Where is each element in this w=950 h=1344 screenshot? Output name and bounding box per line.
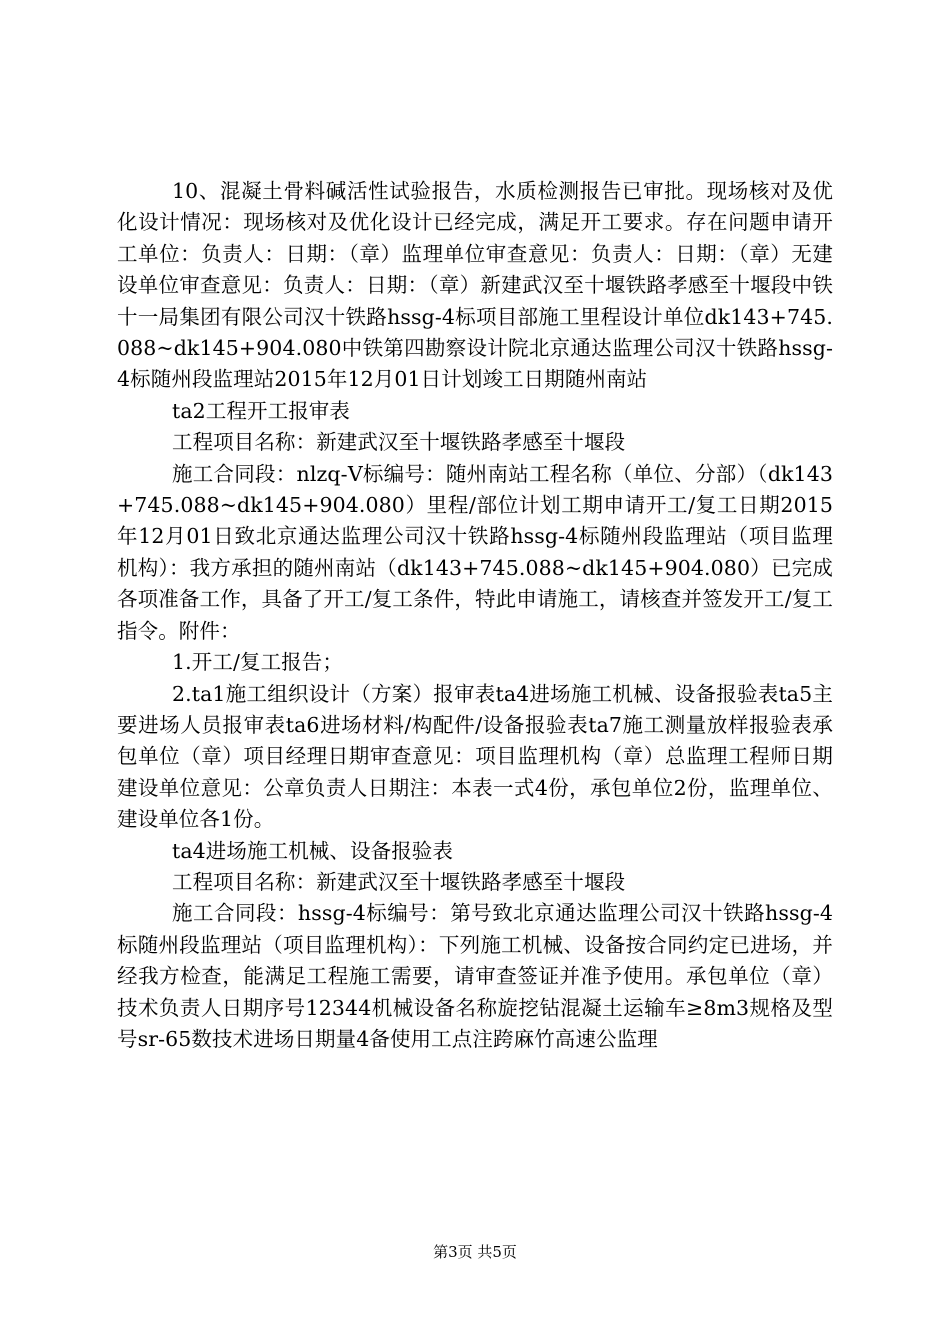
document-body [117,176,833,1055]
paragraph-materials-approval: 10、混凝土骨料碱活性试验报告，水质检测报告已审批。现场核对及优化设计情况：现场核对及优化设计已经完成，满足开工要求。存在问题申请开工单位：负责人：日期：（章）监理单位审查意见：负责人：日期：（章）无建设单位审查意见：负责人：日期：（章）新建武汉至十堰铁路孝感至十堰段中铁十一局集团有限公司汉十铁路hssg-4标项目部施工里程设计单位dk143+745.088~dk145+904.080中铁第四勘察设计院北京通达监理公司汉十铁路hssg-4标随州段监理站2015年12月01日计划竣工日期随州南站 [117,179,833,392]
paragraph-contract-section: 施工合同段：nlzq-Ⅴ标编号：随州南站工程名称（单位、分部）（dk143+745.088~dk145+904.080）里程/部位计划工期申请开工/复工日期2015年12月01日致北京通达监理公司汉十铁路hssg-4标随州段监理站（项目监理机构）：我方承担的随州南站（dk143+745.088~dk145+904.080）已完成各项准备工作，具备了开工/复工条件，特此申请施工，请核查并签发开工/复工指令。附件： [117,461,833,643]
paragraph-project-name: 工程项目名称：新建武汉至十堰铁路孝感至十堰段 [172,430,626,455]
heading-ta4-form: ta4进场施工机械、设备报验表 [172,838,454,863]
paragraph-equipment-report: 施工合同段：hssg-4标编号：第号致北京通达监理公司汉十铁路hssg-4标随州段监理站（项目监理机构）：下列施工机械、设备按合同约定已进场，并经我方检查，能满足工程施工需要，请审查签证并准予使用。承包单位（章）技术负责人日期序号12344机械设备名称旋挖钻混凝土运输车≥8m3规格及型号sr-65数技术进场日期量4备使用工点注跨麻竹高速公监理 [117,901,833,1051]
paragraph-attachment-2: 2.ta1施工组织设计（方案）报审表ta4进场施工机械、设备报验表ta5主要进场人员报审表ta6进场材料/构配件/设备报验表ta7施工测量放样报验表承包单位（章）项目经理日期审查意见：项目监理机构（章）总监理工程师日期建设单位意见：公章负责人日期注：本表一式4份，承包单位2份，监理单位、建设单位各1份。 [117,681,833,832]
paragraph-project-name-2: 工程项目名称：新建武汉至十堰铁路孝感至十堰段 [172,869,626,894]
page-number-footer: 第3页 共5页 [433,1243,517,1261]
paragraph-attachment-1: 1.开工/复工报告； [172,650,343,675]
heading-ta2-form: ta2工程开工报审表 [172,398,351,423]
